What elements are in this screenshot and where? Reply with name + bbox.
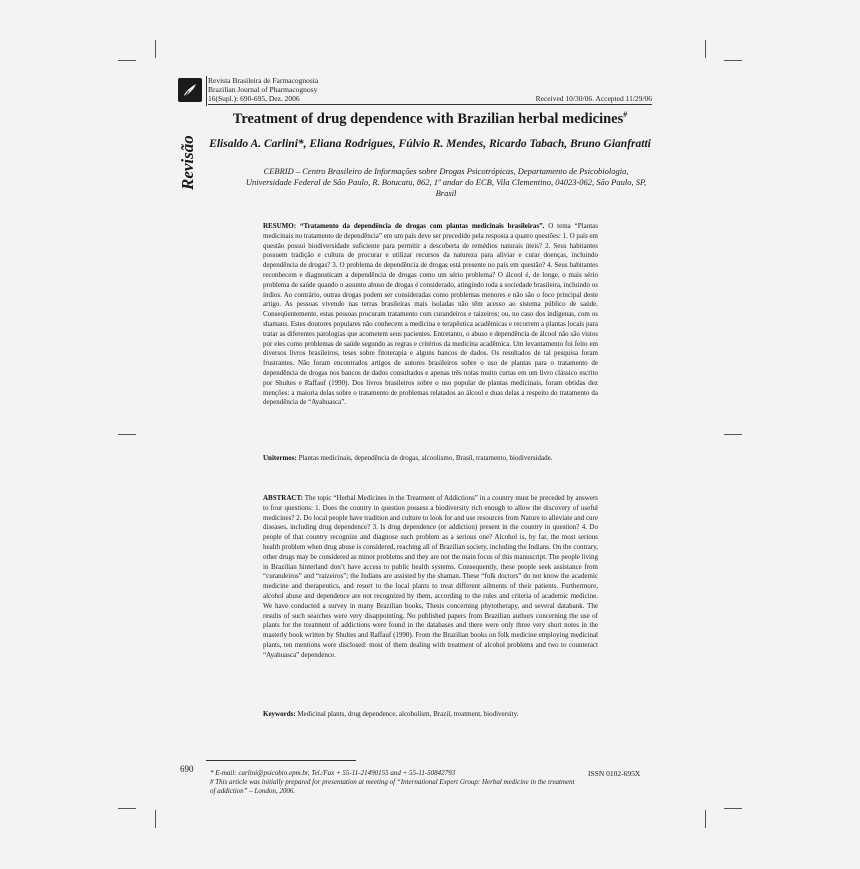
abstract	[263, 494, 598, 661]
journal-name-en: Brazilian Journal of Pharmacognosy	[208, 85, 318, 94]
title-footnote-mark: #	[623, 110, 628, 119]
article-title-text: Treatment of drug dependence with Brazilian herbal medicines	[232, 110, 624, 127]
affiliation: CEBRID – Centro Brasileiro de Informações sobre Drogas Psicotrópicas, Departamento de Psicobiologia, Universidade Federal de São Paulo, R. Botucatu, 862, 1º andar do ECB, Vila Clementino, 04023-062, São Paulo, SP, Brasil	[245, 166, 647, 198]
footnote-rule	[206, 760, 356, 761]
crop-mark	[118, 808, 136, 809]
header-divider	[206, 76, 207, 106]
abstract-label: ABSTRACT:	[263, 494, 303, 502]
resumo-title: “Tratamento da dependência de drogas com plantas medicinais brasileiras”.	[299, 222, 545, 230]
keywords-label: Keywords:	[263, 710, 296, 718]
resumo-text: O tema “Plantas medicinais no tratamento de dependência” em um país deve ser precedido pela resposta a quatro questões: 1. O país em questão possui biodiversidade suficiente para permitir a descoberta de remédios naturais úteis? 2. Seus habitantes possuem tradição e cultura de procurar e utilizar recursos da natureza para aliviar e curar doenças, incluindo dependência de drogas? 3. O problema de dependência de drogas está presente no país em questão? 4. Seus habitantes reconhecem e diagnosticam a dependência de drogas como um sério problema? O álcool é, de longe, o mais sério problema de saúde quando o assunto abuso de drogas é considerado, atingindo toda a sociedade brasileira, incluindo os índios. Ao contrário, outras drogas podem ser consideradas como problemas menores e não são o foco principal deste artigo. As pessoas vivendo nas terras brasileiras mais isoladas não têm acesso ao sistema público de saúde. Conseqüentemente, estas pessoas procuram tratamento com curandeiros e raizeiros; ou, no caso dos indígenas, com os shamans. Estes doutores populares não conhecem a medicina e terapêutica acadêmicas e recorrem a plantas locais para tratar as diferentes patologias que acometem seus pacientes. Entretanto, o abuso e dependência de álcool não são vistos por eles como problemas de saúde segundo as regras e critérios da medicina acadêmica. Um levantamento foi feito em diversos livros brasileiros, teses sobre fitoterapia e alguns bancos de dados. Os resultados de tal pesquisa foram frustrantes. Não foram encontrados artigos de autores brasileiros sobre o uso de plantas para o tratamento de dependência de drogas nos bancos de dados consultados e apenas três notas muito curtas em um livro clássico escrito por Shultes e Raffauf (1990). Dos livros brasileiros sobre o uso popular de plantas medicinais, foram obtidas dez menções: a maioria delas sobre o tratamento de problemas relatados ao álcool e duas delas a respeito do tratamento da dependência de “Ayahuasca”.	[263, 222, 598, 407]
section-label-text: Revisão	[178, 135, 197, 190]
crop-mark	[724, 60, 742, 61]
keywords	[263, 710, 598, 720]
resumo	[263, 222, 598, 408]
unitermos	[263, 454, 598, 464]
footnotes	[210, 769, 580, 796]
resumo-label: RESUMO:	[263, 222, 297, 230]
article-title	[208, 110, 652, 128]
header-rule	[208, 104, 652, 105]
crop-mark	[155, 810, 156, 828]
journal-info	[208, 76, 318, 103]
crop-mark	[118, 60, 136, 61]
crop-mark	[705, 810, 706, 828]
page-number: 690	[180, 764, 194, 774]
journal-name-pt: Revista Brasileira de Farmacognosia	[208, 76, 319, 85]
crop-mark	[155, 40, 156, 58]
journal-logo-icon	[178, 78, 202, 102]
crop-mark	[724, 434, 742, 435]
unitermos-text: Plantas medicinais, dependência de drogas, alcoolismo, Brasil, tratamento, biodiversidade.	[298, 454, 553, 462]
crop-mark	[724, 808, 742, 809]
received-date: Received 10/30/06. Accepted 11/29/06	[535, 94, 652, 103]
unitermos-label: Unitermos:	[263, 454, 297, 462]
crop-mark	[705, 40, 706, 58]
crop-mark	[118, 434, 136, 435]
abstract-text: The topic “Herbal Medicines in the Treatment of Addictions” in a country must be preceded by answers to four questions: 1. Does the country in question possess a biodiversity rich enough to allow the discovery of useful medicines? 2. Do local people have tradition and culture to look for and use resources from Nature to alleviate and cure diseases, including drug dependence? 3. Is drug dependence (or addiction) present in the country in question? 4. Do people of that country recognize and diagnose such problem as a serious one? Alcohol is, by far, the most serious health problem when drug abuse is considered, reaching all of Brazilian society, including the Indians. On the contrary, other drugs may be considered as minor problems and they are not the main focus of this manuscript. The people living in Brazilian hinterland don’t have access to public health systems. Consequently, these people seek assistance from “curandeiros” and “raizeiros”; the Indians are assisted by the shaman. These “folk doctors” do not know the academic medicine and therapeutics, and resort to the local plants to treat different ailments of their patients. Furthermore, alcohol abuse and dependence are not recognized by them, according to the rules and criteria of academic medicine. We have conducted a survey in many Brazilian books, Thesis concerning phytotherapy, and several databank. The results of such searches were very disappointing. No published papers from Brazilian authors concerning the use of plants for the treatment of addictions were found in the databases and there were only three very short notes in the masterly book written by Shultes and Raffauf (1990). From the Brazilian books on folk medicine employing medicinal plants, ten mentions were disclosed: most of them dealing with treatment of alcohol problems and two to counteract “Ayahuasca” dependence.	[263, 494, 599, 659]
section-label	[172, 135, 208, 200]
issn: ISSN 0102-695X	[588, 769, 641, 778]
footnote-email: * E-mail: carlini@psicobio.epm.br, Tel./Fax + 55-11-21490155 and + 55-11-50842793	[210, 769, 456, 777]
keywords-text: Medicinal plants, drug dependence, alcoholism, Brazil, treatment, biodiversity.	[297, 710, 519, 718]
footnote-article: # This article was initially prepared for presentation at meeting of “International Expert Group: Herbal medicine in the treatment of addiction” – London, 2006.	[210, 778, 575, 795]
authors: Elisaldo A. Carlini*, Eliana Rodrigues, Fúlvio R. Mendes, Ricardo Tabach, Bruno Gianfratti	[209, 138, 651, 150]
journal-issue: 16(Supl.): 690-695, Dez. 2006	[208, 94, 300, 103]
